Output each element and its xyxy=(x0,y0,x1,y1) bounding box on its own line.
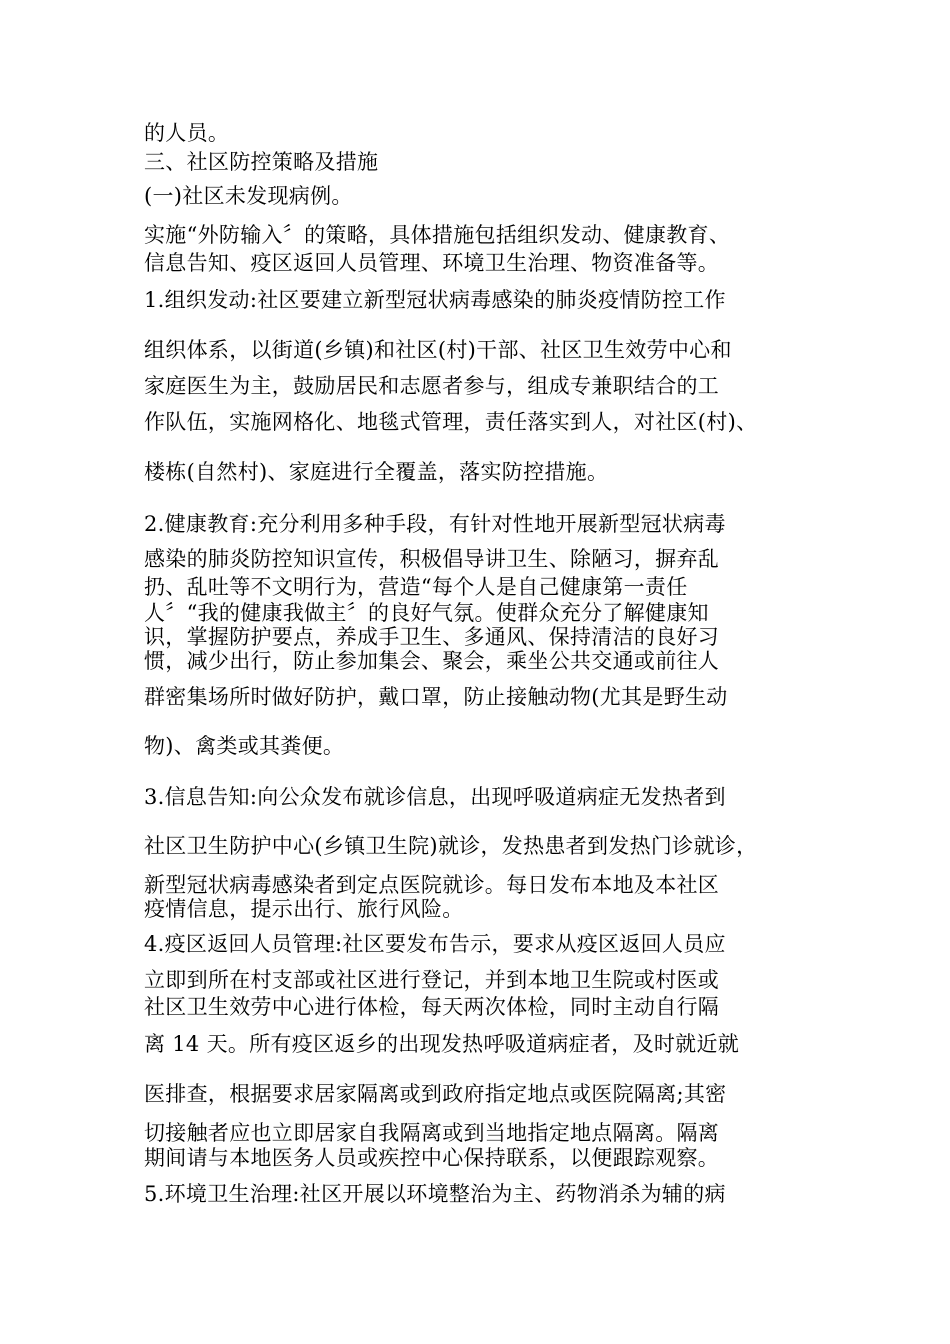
text-line: 人〞“我的健康我做主〞的良好气氛。使群众充分了解健康知 xyxy=(144,601,709,625)
text-line: 群密集场所时做好防护，戴口罩，防止接触动物(尤其是野生动 xyxy=(144,685,728,709)
section-heading: 三、社区防控策略及措施 xyxy=(144,150,379,174)
text-line: 识，掌握防护要点，养成手卫生、多通风、保持清洁的良好习 xyxy=(144,625,720,649)
text-line: 感染的肺炎防控知识宣传，积极倡导讲卫生、除陋习，摒弃乱 xyxy=(144,547,720,571)
text-line: 离 14 天。所有疫区返乡的出现发热呼吸道病症者，及时就近就 xyxy=(144,1032,740,1056)
text-line: 疫情信息，提示出行、旅行风险。 xyxy=(144,897,464,921)
text-line: 信息告知、疫区返回人员管理、环境卫生治理、物资准备等。 xyxy=(144,251,720,275)
text-line: 家庭医生为主，鼓励居民和志愿者参与，组成专兼职结合的工 xyxy=(144,374,720,398)
text-line: 作队伍，实施网格化、地毯式管理，责任落实到人，对社区(村)、 xyxy=(144,410,758,434)
text-line: 物)、禽类或其粪便。 xyxy=(144,734,345,758)
text-line: 立即到所在村支部或社区进行登记，并到本地卫生院或村医或 xyxy=(144,968,720,992)
text-line: 1.组织发动:社区要建立新型冠状病毒感染的肺炎疫情防控工作 xyxy=(144,288,726,312)
text-line: 期间请与本地医务人员或疾控中心保持联系，以便跟踪观察。 xyxy=(144,1146,720,1170)
text-line: 扔、乱吐等不文明行为，营造“每个人是自己健康第一责任 xyxy=(144,575,688,599)
text-line: 社区卫生效劳中心进行体检，每天两次体检，同时主动自行隔 xyxy=(144,995,720,1019)
text-line: 切接触者应也立即居家自我隔离或到当地指定地点隔离。隔离 xyxy=(144,1121,720,1145)
text-line: 5.环境卫生治理:社区开展以环境整治为主、药物消杀为辅的病 xyxy=(144,1182,726,1206)
text-line: 组织体系，以街道(乡镇)和社区(村)干部、社区卫生效劳中心和 xyxy=(144,338,732,362)
subsection-heading: (一)社区未发现病例。 xyxy=(144,184,353,208)
text-line: 3.信息告知:向公众发布就诊信息，出现呼吸道病症无发热者到 xyxy=(144,785,726,809)
text-line: 实施“外防输入〞的策略，具体措施包括组织发动、健康教育、 xyxy=(144,223,731,247)
text-line: 医排查，根据要求居家隔离或到政府指定地点或医院隔离;其密 xyxy=(144,1082,727,1106)
text-line: 社区卫生防护中心(乡镇卫生院)就诊，发热患者到发热门诊就诊， xyxy=(144,834,758,858)
text-line: 4.疫区返回人员管理:社区要发布告示，要求从疫区返回人员应 xyxy=(144,932,726,956)
text-line: 惯，减少出行，防止参加集会、聚会，乘坐公共交通或前往人 xyxy=(144,649,720,673)
text-line: 新型冠状病毒感染者到定点医院就诊。每日发布本地及本社区 xyxy=(144,873,720,897)
text-line: 楼栋(自然村)、家庭进行全覆盖，落实防控措施。 xyxy=(144,460,609,484)
text-line: 的人员。 xyxy=(144,121,230,145)
text-line: 2.健康教育:充分利用多种手段，有针对性地开展新型冠状病毒 xyxy=(144,512,726,536)
